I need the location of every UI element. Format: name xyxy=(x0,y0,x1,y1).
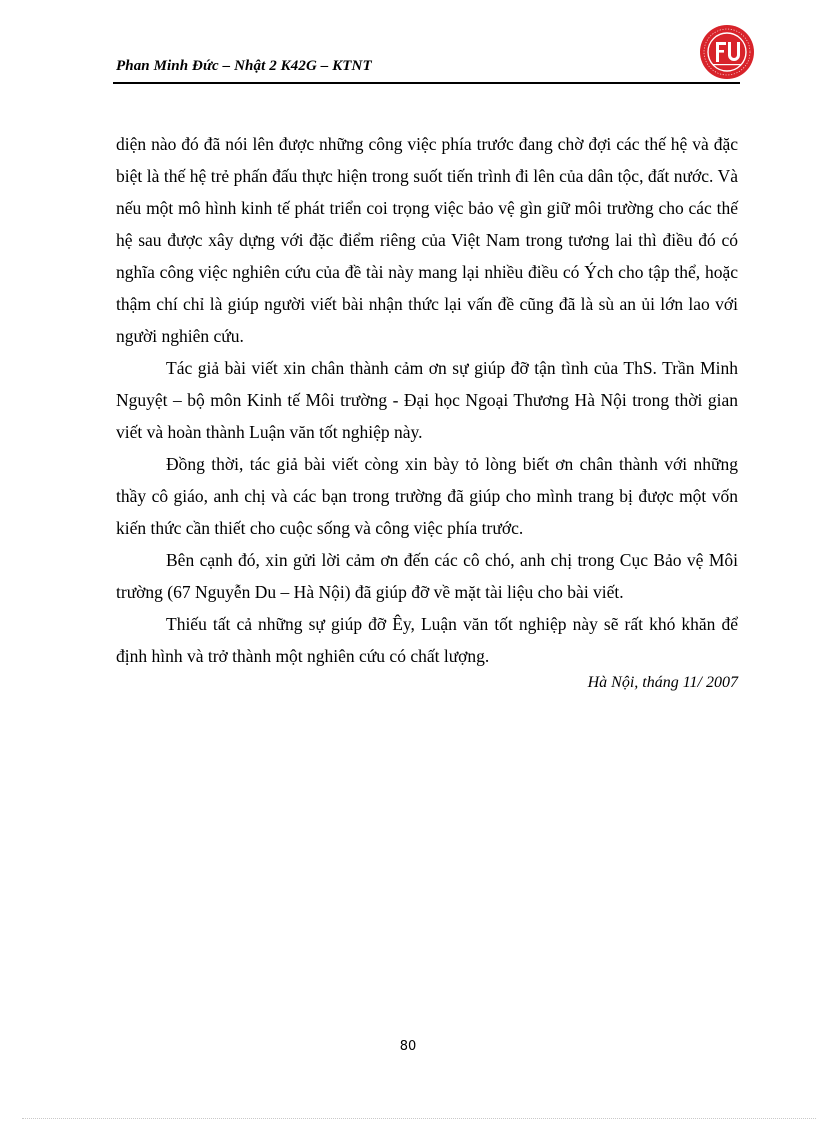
body-text xyxy=(116,128,738,694)
paragraph-5: Thiếu tất cả những sự giúp đỡ Êy, Luận văn tốt nghiệp này sẽ rất khó khăn để định hình và trở thành một nghiên cứu có chất lượng. xyxy=(116,614,738,666)
page-number: 80 xyxy=(399,1039,417,1054)
paragraph-4: Bên cạnh đó, xin gửi lời cảm ơn đến các cô chó, anh chị trong Cục Bảo vệ Môi trường (67 Nguyễn Du – Hà Nội) đã giúp đỡ về mặt tài liệu cho bài viết. xyxy=(116,550,738,602)
paragraph-3: Đồng thời, tác giả bài viết còng xin bày tỏ lòng biết ơn chân thành với những thầy cô giáo, anh chị và các bạn trong trường đã giúp cho mình trang bị được một vốn kiến thức cần thiết cho cuộc sống và công việc phía trước. xyxy=(116,454,738,538)
page-edge-divider xyxy=(22,1118,816,1119)
paragraph-2: Tác giả bài viết xin chân thành cảm ơn sự giúp đỡ tận tình của ThS. Trần Minh Nguyệt – bộ môn Kinh tế Môi trường - Đại học Ngoại Thương Hà Nội trong thời gian viết và hoàn thành Luận văn tốt nghiệp này. xyxy=(116,358,738,442)
university-logo-icon xyxy=(699,24,755,80)
signature-date: Hà Nội, tháng 11/ 2007 xyxy=(587,674,738,691)
header-title: Phan Minh Đức – Nhật 2 K42G – KTNT xyxy=(116,58,372,74)
header-rule xyxy=(113,82,740,84)
paragraph-1: diện nào đó đã nói lên được những công việc phía trước đang chờ đợi các thế hệ và đặc biệt là thế hệ trẻ phấn đấu thực hiện trong suốt tiến trình đi lên của dân tộc, đất nước. Và nếu một mô hình kinh tế phát triển coi trọng việc bảo vệ gìn giữ môi trường cho các thế hệ sau được xây dựng với đặc điểm riêng của Việt Nam trong tương lai thì điều đó có nghĩa công việc nghiên cứu của đề tài này mang lại nhiều điều có Ých cho tập thể, hoặc thậm chí chỉ là giúp người viết bài nhận thức lại vấn đề cũng đã là sù an ủi lớn lao với người nghiên cứu. xyxy=(116,134,738,346)
